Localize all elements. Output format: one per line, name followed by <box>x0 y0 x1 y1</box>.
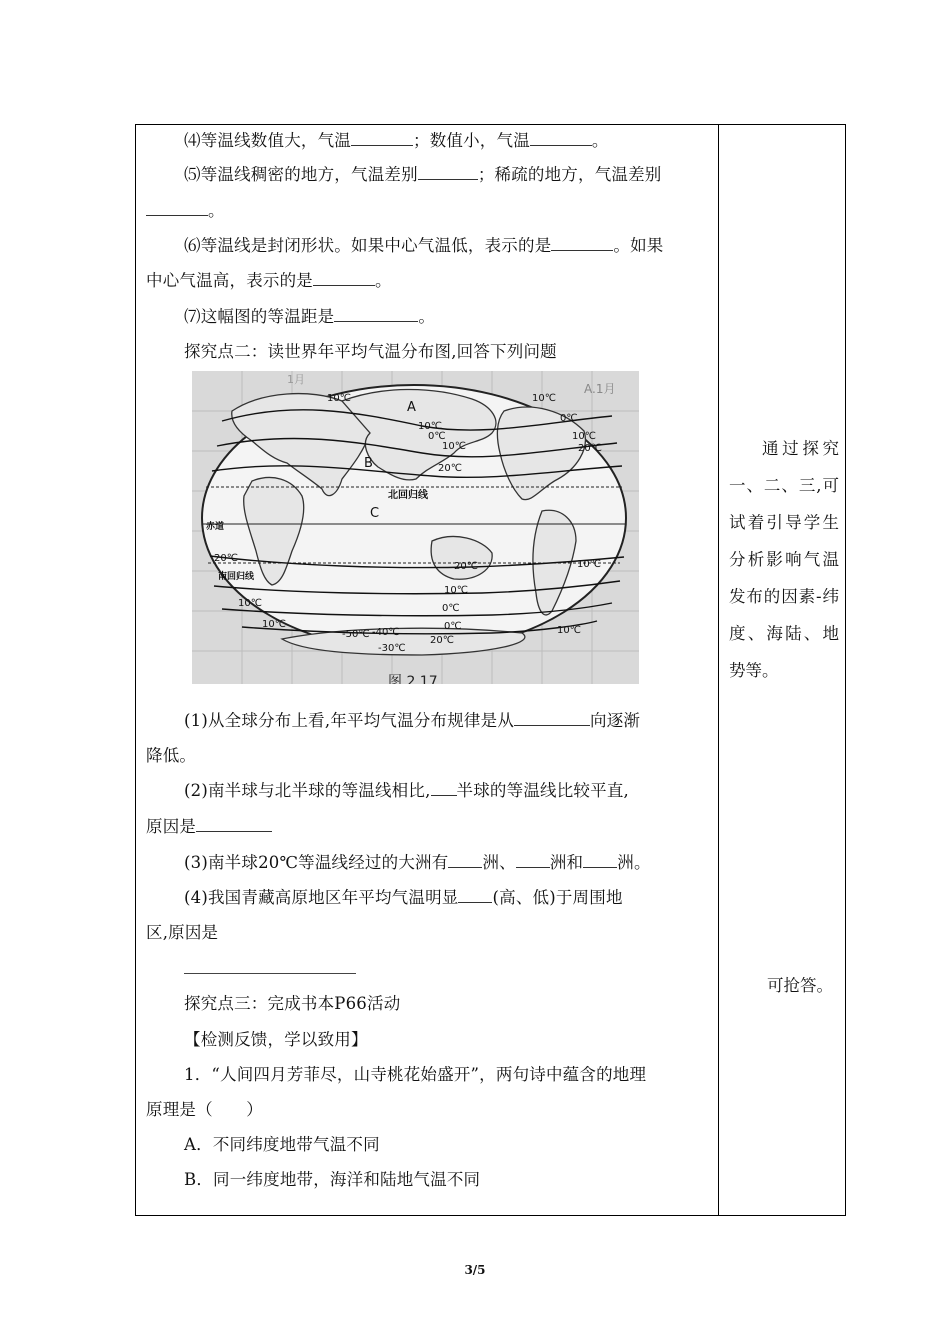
q6-blank-1[interactable] <box>551 236 613 251</box>
isotherm-label: 0℃ <box>428 431 446 442</box>
q7-blank[interactable] <box>334 307 418 322</box>
question-6-line <box>184 236 664 256</box>
q6-blank-2[interactable] <box>313 271 375 286</box>
explore2-q4-line-2: 区,原因是 <box>146 923 219 942</box>
question-5-line <box>184 165 662 185</box>
isotherm-label: 0℃ <box>444 621 462 632</box>
world-temperature-map <box>192 371 639 684</box>
page-number: 3/5 <box>464 1263 486 1277</box>
e2-q3-text-c: 洲和 <box>549 853 584 872</box>
point-a-label: A <box>407 400 416 415</box>
e2-q4-blank[interactable] <box>458 888 492 903</box>
e2-q4-text-a: (4)我国青藏高原地区年平均气温明显 <box>184 888 459 907</box>
e2-q1-text-b: 向逐渐 <box>590 711 641 730</box>
explore2-q1-line <box>184 711 640 731</box>
q5-text-c: 。 <box>208 201 225 220</box>
q4-text-c: 。 <box>591 131 609 150</box>
e2-q2-text-c: 原因是 <box>146 817 197 836</box>
q5-text-a: ⑸等温线稠密的地方，气温差别 <box>184 165 418 184</box>
question-6-line-2 <box>146 271 392 291</box>
equator-label: 赤道 <box>206 522 225 532</box>
option-b: B．同一纬度地带，海洋和陆地气温不同 <box>184 1170 481 1189</box>
e2-q1-text-a: (1)从全球分布上看,年平均气温分布规律是从 <box>184 711 515 730</box>
point-b-label: B <box>364 456 373 471</box>
feedback-title: 【检测反馈，学以致用】 <box>184 1030 368 1049</box>
explore3-title: 探究点三：完成书本P66活动 <box>184 994 401 1013</box>
isotherm-label: 20℃ <box>438 463 462 474</box>
explore2-q2-line <box>184 781 629 801</box>
q6-text-b: 。如果 <box>613 236 664 255</box>
explore2-title: 探究点二：读世界年平均气温分布图,回答下列问题 <box>184 342 557 361</box>
isotherm-label: -40℃ <box>372 627 400 638</box>
isotherm-label: 0℃ <box>560 413 578 424</box>
map-svg <box>192 371 639 684</box>
side-note-explore: 通过探究一、二、三,可试着引导学生分析影响气温发布的因素-纬度、海陆、地势等。 <box>729 439 839 680</box>
side-note-quick-answer: 可抢答。 <box>767 976 833 995</box>
question-4-line <box>184 131 609 151</box>
e2-q2-blank-2[interactable] <box>196 817 272 832</box>
column-divider <box>718 125 719 1215</box>
q5-blank-2[interactable] <box>146 201 208 216</box>
tropic-of-capricorn-label: 南回归线 <box>218 572 255 582</box>
q7-text-a: ⑺这幅图的等温距是 <box>184 307 335 326</box>
explore2-q4-line <box>184 888 623 908</box>
isotherm-label: 20℃ <box>430 635 454 646</box>
map-top-label-2: 1月 <box>287 373 305 386</box>
feedback-q1-line: 1．“人间四月芳菲尽，山寺桃花始盛开”，两句诗中蕴含的地理 <box>184 1065 647 1084</box>
isotherm-label: 10℃ <box>572 431 596 442</box>
isotherm-label: 10℃ <box>532 393 556 404</box>
q6-text-d: 。 <box>375 271 392 290</box>
isotherm-label: 10℃ <box>327 393 351 404</box>
question-7-line <box>184 307 435 327</box>
question-5-line-2 <box>146 201 225 221</box>
e2-q3-blank-2[interactable] <box>516 853 550 868</box>
isotherm-label: 20℃ <box>214 553 238 564</box>
explore2-q2-line-2 <box>146 817 272 837</box>
isotherm-label: 10℃ <box>577 559 601 570</box>
isotherm-label: -30℃ <box>378 643 406 654</box>
q4-blank-2[interactable] <box>530 131 592 146</box>
isotherm-label: 0℃ <box>442 603 460 614</box>
isotherm-label: 10℃ <box>444 585 468 596</box>
map-top-label-1: A.1月 <box>584 382 616 396</box>
e2-q1-blank[interactable] <box>514 711 590 726</box>
q7-text-b: 。 <box>418 307 436 326</box>
q6-text-a: ⑹等温线是封闭形状。如果中心气温低，表示的是 <box>184 236 552 255</box>
feedback-q1-line-2: 原理是（ ） <box>146 1100 263 1119</box>
e2-q3-blank-3[interactable] <box>583 853 617 868</box>
q4-text-a: ⑷等温线数值大，气温 <box>184 131 351 150</box>
e2-q2-text-b: 半球的等温线比较平直, <box>456 781 629 800</box>
e2-q3-blank-1[interactable] <box>448 853 482 868</box>
explore2-q3-line <box>184 853 651 873</box>
isotherm-label: 10℃ <box>442 441 466 452</box>
e2-q2-blank-1[interactable] <box>431 781 457 796</box>
e2-q4-text-b: (高、低)于周围地 <box>492 888 623 907</box>
isotherm-label: 10℃ <box>262 619 286 630</box>
q5-text-b: ；稀疏的地方，气温差别 <box>477 165 662 184</box>
e2-q2-text-a: (2)南半球与北半球的等温线相比, <box>184 781 431 800</box>
isotherm-label: 20℃ <box>578 443 602 454</box>
q5-blank-1[interactable] <box>418 165 478 180</box>
map-caption: 图 2.17 <box>388 674 438 684</box>
isotherm-label: 20℃ <box>454 561 478 572</box>
option-a: A．不同纬度地带气温不同 <box>184 1135 380 1154</box>
e2-q3-text-b: 洲、 <box>482 853 516 872</box>
q4-text-b: ；数值小，气温 <box>413 131 530 150</box>
e2-q3-text-a: (3)南半球20℃等温线经过的大洲有 <box>184 853 449 872</box>
explore2-q1-line-2: 降低。 <box>146 746 197 765</box>
q6-text-c: 中心气温高，表示的是 <box>146 271 313 290</box>
answer-blank-line[interactable] <box>184 973 356 974</box>
q4-blank-1[interactable] <box>351 131 413 146</box>
isotherm-label: 10℃ <box>557 625 581 636</box>
tropic-of-cancer-label: 北回归线 <box>388 490 428 501</box>
isotherm-label: 10℃ <box>238 598 262 609</box>
isotherm-label: -50℃ <box>342 629 370 640</box>
lesson-table <box>135 124 846 1216</box>
isotherm-label: 10℃ <box>418 421 442 432</box>
e2-q3-text-d: 洲。 <box>617 853 651 872</box>
point-c-label: C <box>370 506 380 521</box>
